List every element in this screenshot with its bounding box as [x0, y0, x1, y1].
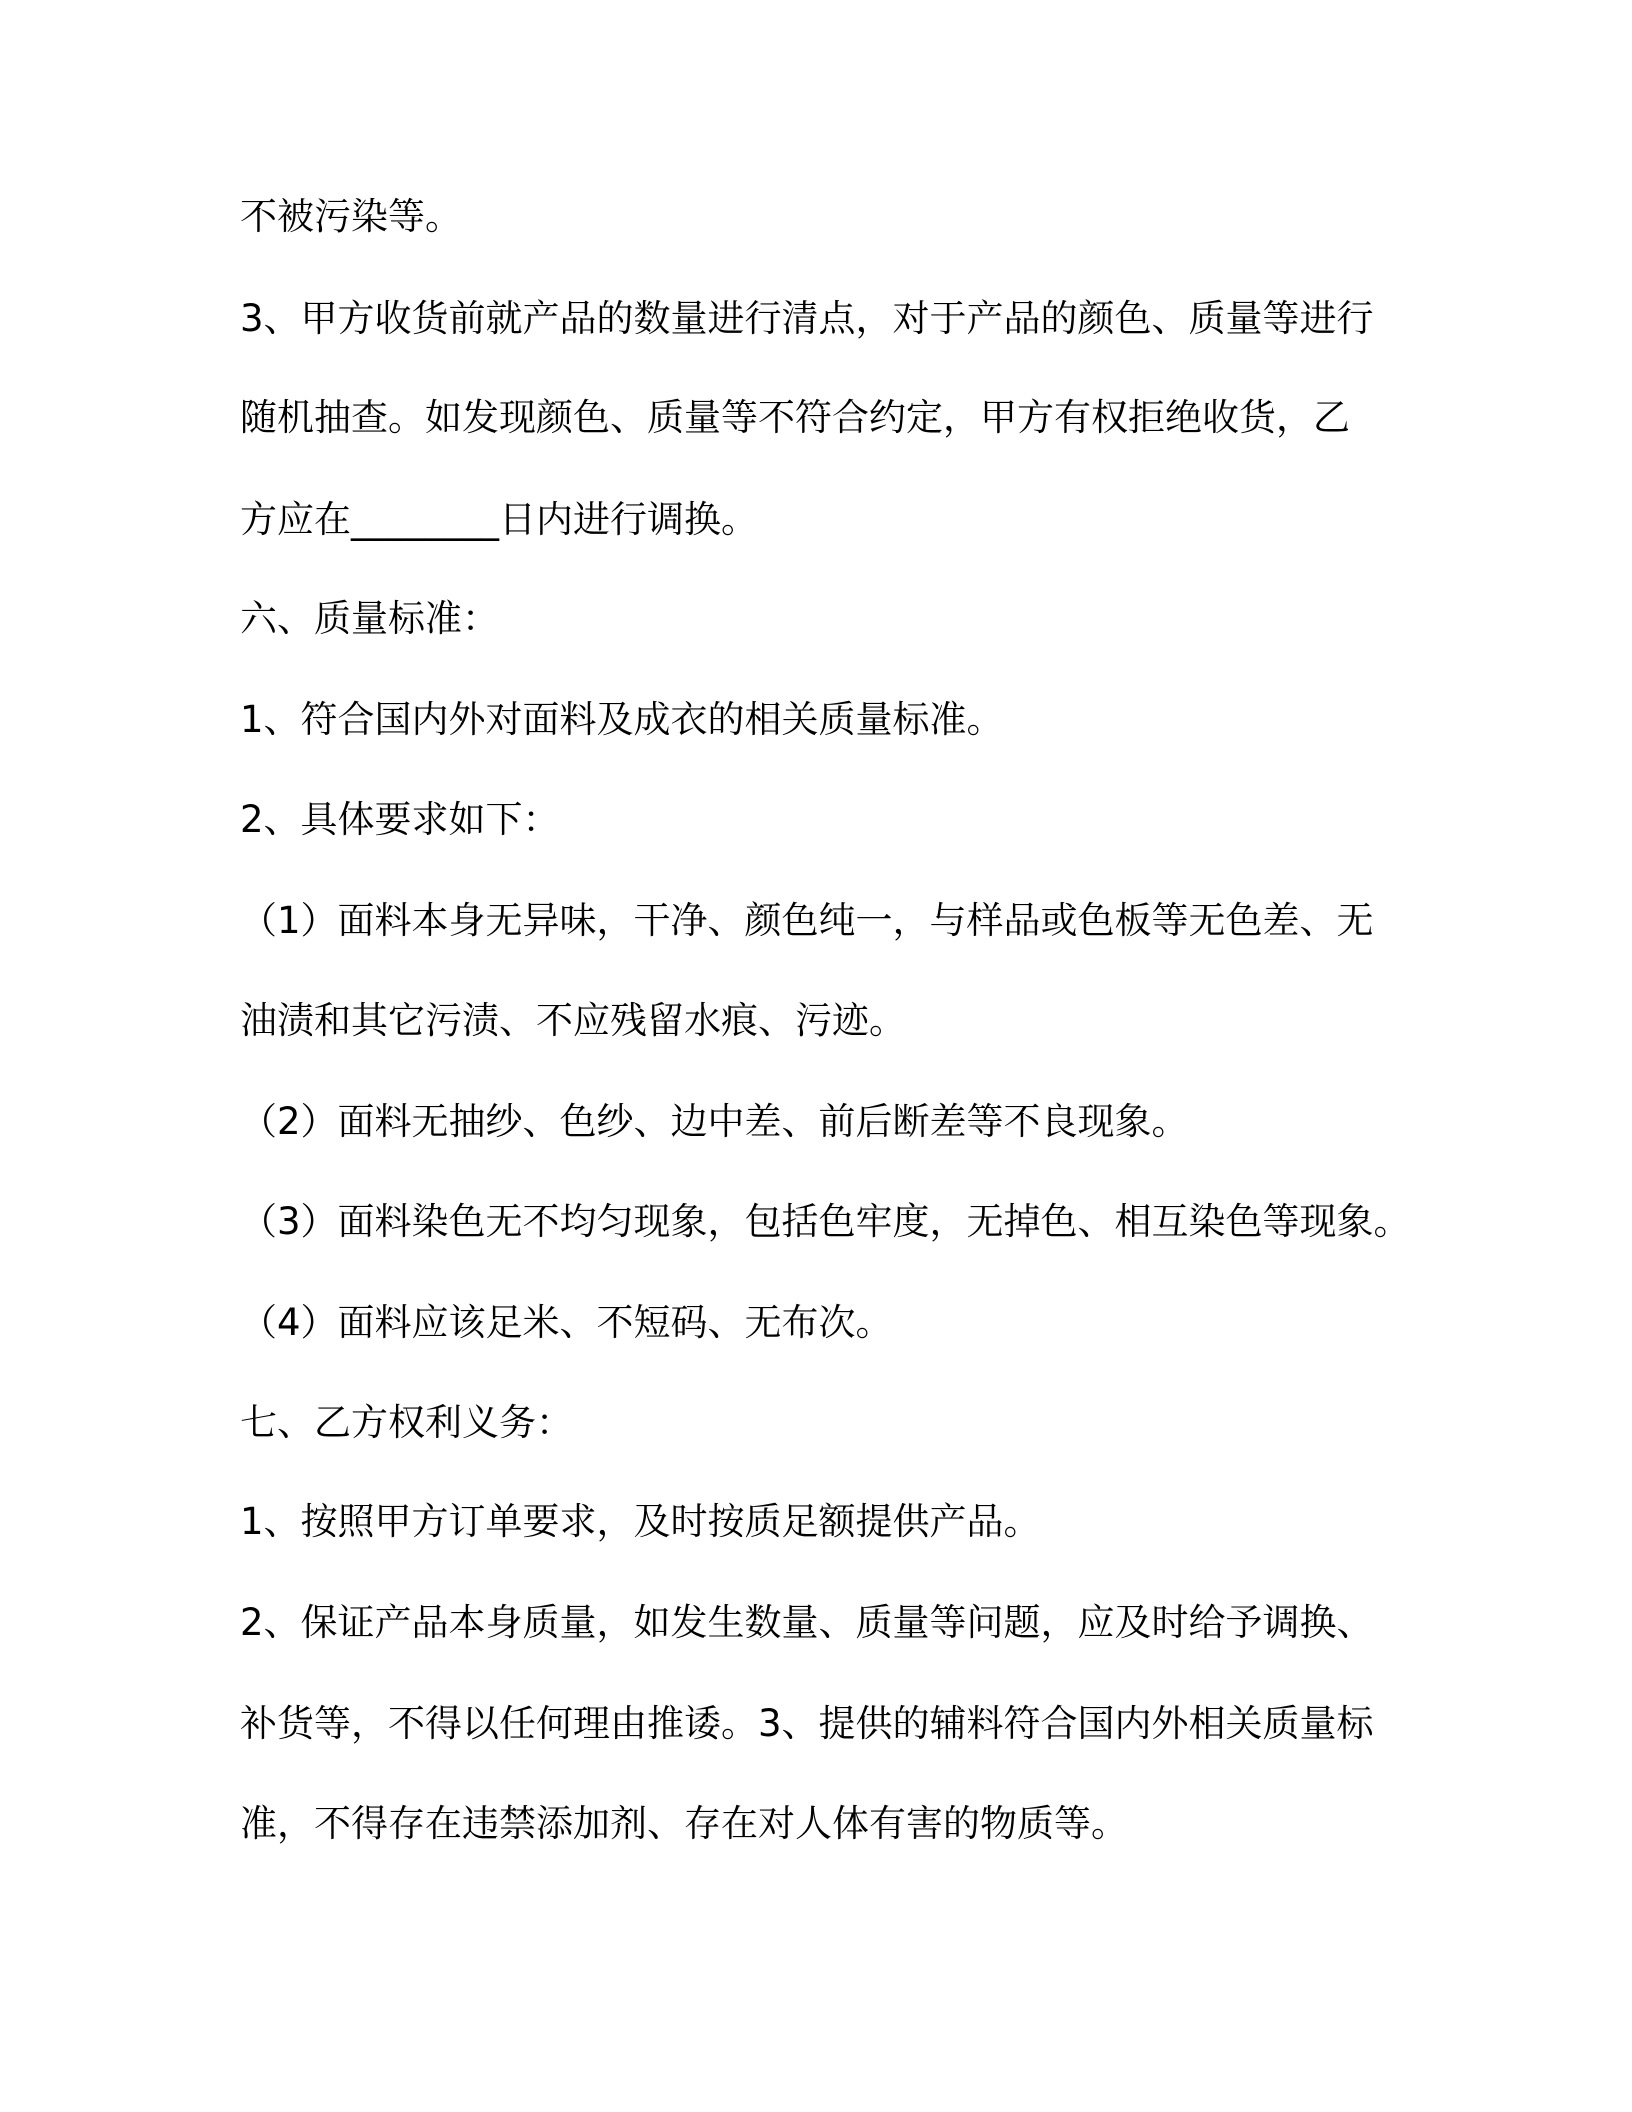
section-heading-7: 七、乙方权利义务： — [240, 1401, 573, 1444]
text-line-12: （4）面料应该足米、不短码、无布次。 — [240, 1301, 893, 1344]
text-line-4: 方应在________日内进行调换。 — [240, 498, 758, 541]
text-line-6: 1、符合国内外对面料及成衣的相关质量标准。 — [240, 698, 1004, 741]
section-heading-6: 六、质量标准： — [240, 597, 499, 640]
text-line-15: 2、保证产品本身质量，如发生数量、质量等问题，应及时给予调换、 — [240, 1601, 1374, 1644]
text-line-1: 不被污染等。 — [240, 195, 462, 238]
text-line-2: 3、甲方收货前就产品的数量进行清点，对于产品的颜色、质量等进行 — [240, 297, 1374, 340]
text-line-14: 1、按照甲方订单要求，及时按质足额提供产品。 — [240, 1500, 1041, 1543]
text-line-16: 补货等，不得以任何理由推诿。3、提供的辅料符合国内外相关质量标 — [240, 1702, 1374, 1745]
text-line-7: 2、具体要求如下： — [240, 798, 560, 841]
text-line-3: 随机抽查。如发现颜色、质量等不符合约定，甲方有权拒绝收货，乙 — [240, 396, 1350, 439]
text-line-8: （1）面料本身无异味，干净、颜色纯一，与样品或色板等无色差、无 — [240, 899, 1374, 942]
text-line-11: （3）面料染色无不均匀现象，包括色牢度，无掉色、相互染色等现象。 — [240, 1200, 1411, 1243]
text-line-17: 准，不得存在违禁添加剂、存在对人体有害的物质等。 — [240, 1802, 1128, 1845]
text-line-10: （2）面料无抽纱、色纱、边中差、前后断差等不良现象。 — [240, 1100, 1189, 1143]
text-line-9: 油渍和其它污渍、不应残留水痕、污迹。 — [240, 999, 906, 1042]
